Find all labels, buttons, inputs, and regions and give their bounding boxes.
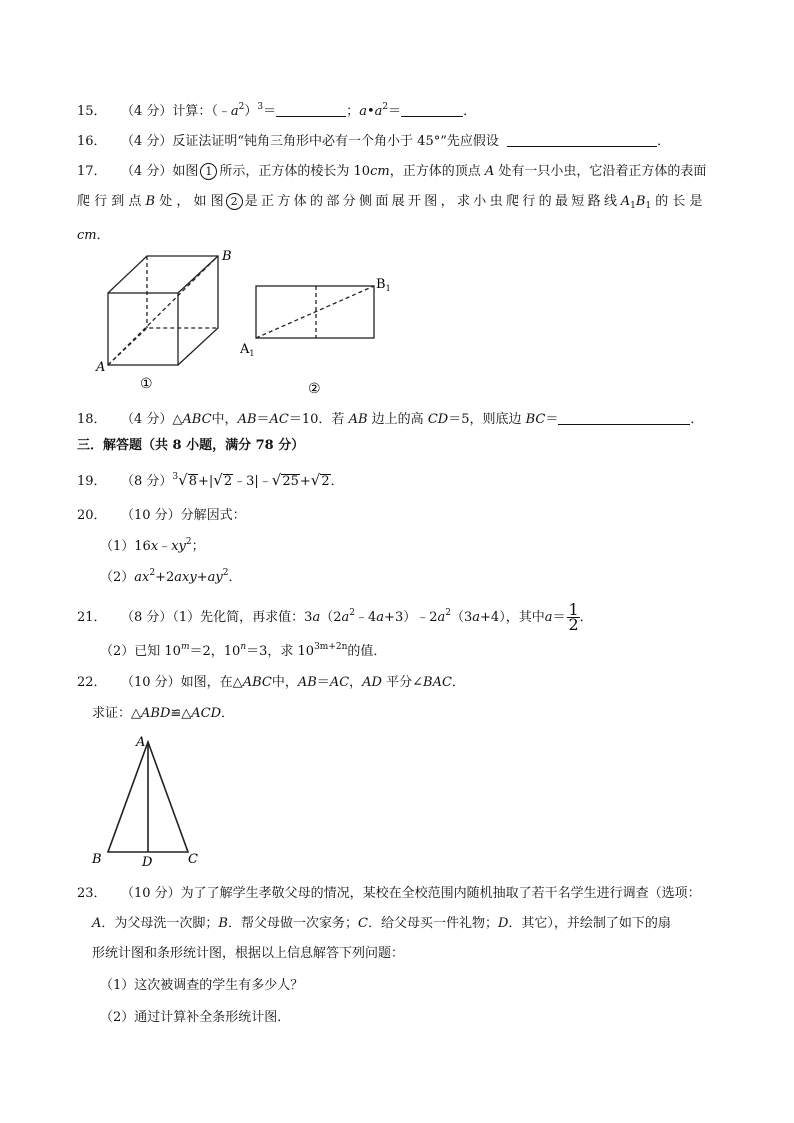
label-A: A (136, 735, 146, 750)
question-15: 15． （4 分）计算：$(﹣a^2)^3=$ ；$a•a^2=$ ． (77, 102, 477, 119)
question-18: 18． （4 分）△ABC中，AB＝AC＝10．若 AB 边上的高 CD＝5，则底边 BC＝ ． (77, 412, 704, 427)
figure-ref-1: 1 (200, 163, 217, 180)
fraction-one-half: $\frac{1}{2}$ (568, 600, 579, 634)
label-B: B (92, 852, 102, 867)
question-21: 21． （8 分）（1）先化简，再求值：$3a(2a^2﹣4a+3)﹣2a^2(3a+4)$，其中a＝ $\frac{1}{2}$ ． (77, 600, 593, 634)
question-20: 20． （10 分）分解因式： (77, 508, 246, 523)
question-number: 15． (77, 104, 107, 119)
question-23-line3: 形统计图和条形统计图，根据以上信息解答下列问题： (92, 946, 405, 961)
radical-sign: √ (178, 471, 188, 489)
label-C: C (188, 852, 198, 867)
question-number: 18． (77, 412, 107, 427)
question-number: 21． (77, 610, 107, 625)
answer-blank[interactable] (507, 133, 657, 147)
net-diagonal (256, 286, 374, 338)
question-number: 20． (77, 508, 107, 523)
question-22-prove: 求证：△ABD≌△ACD． (92, 706, 235, 721)
question-23-part-2: （2）通过计算补全条形统计图． (100, 1010, 291, 1025)
question-number: 23． (77, 886, 107, 901)
answer-blank[interactable] (558, 411, 690, 425)
question-23-line2: A．为父母洗一次脚；B．帮父母做一次家务；C．给父母买一件礼物；D．其它），并绘制了如下的扇 (92, 916, 671, 931)
figure-caption-2: ② (308, 381, 321, 397)
question-21-part-2: （2）已知 $10^m=2$，$10^n=3$，求 $10^{3m+2n}$的值． (100, 642, 387, 659)
cube-diagonal (108, 256, 218, 365)
question-17-line2: 爬 行 到 点 B 处 ， 如 图 2 是 正 方 体 的 部 分 侧 面 展 开 图 ， 求 小 虫 爬 行 的 最 短 路 线 $A_1B_1$ 的 长 是 (77, 194, 703, 211)
question-20-part-2: $(2)ax^2+2axy+ay^2$． (100, 568, 242, 585)
label-A1: $A_1$ (240, 342, 255, 358)
cube-figure (108, 256, 218, 365)
cube-figures (90, 248, 400, 398)
answer-blank[interactable] (401, 103, 463, 117)
question-number: 16． (77, 134, 107, 149)
question-number: 17． (77, 164, 107, 179)
question-23: 23． （10 分）为了了解学生孝敬父母的情况，某校在全校范围内随机抽取了若干名学生进行调查（选项： (77, 886, 701, 901)
label-B: B (222, 249, 232, 264)
question-22: 22． （10 分）如图，在△ABC中，AB＝AC，AD 平分∠BAC． (77, 675, 465, 690)
label-B1: $B_1$ (376, 277, 391, 293)
question-20-part-1: $(1)16x﹣xy^2$； (100, 537, 205, 554)
question-number: 22． (77, 675, 107, 690)
question-number: 19． (77, 474, 107, 489)
triangle-figure (88, 732, 208, 867)
question-19: 19． （8 分）$^3$√8+|√2﹣3|﹣√25+√2． (77, 471, 344, 489)
figure-ref-2: 2 (226, 193, 243, 210)
answer-blank[interactable] (276, 103, 346, 117)
question-17-line3: cm． (77, 228, 110, 243)
section-heading: 三．解答题（共 8 小题，满分 78 分） (77, 438, 305, 453)
figure-caption-1: ① (140, 376, 153, 392)
question-23-part-1: （1）这次被调查的学生有多少人？ (100, 978, 304, 993)
net-figure (256, 286, 374, 338)
label-D: D (142, 855, 153, 867)
question-17: 17． （4 分）如图 1 所示，正方体的棱长为 10cm，正方体的顶点 A 处有一只小虫，它沿着正方体的表面 (77, 164, 707, 179)
question-16: 16． （4 分）反证法证明“钝角三角形中必有一个角小于 45°”先应假设 ． (77, 134, 671, 149)
label-A: A (96, 360, 106, 375)
